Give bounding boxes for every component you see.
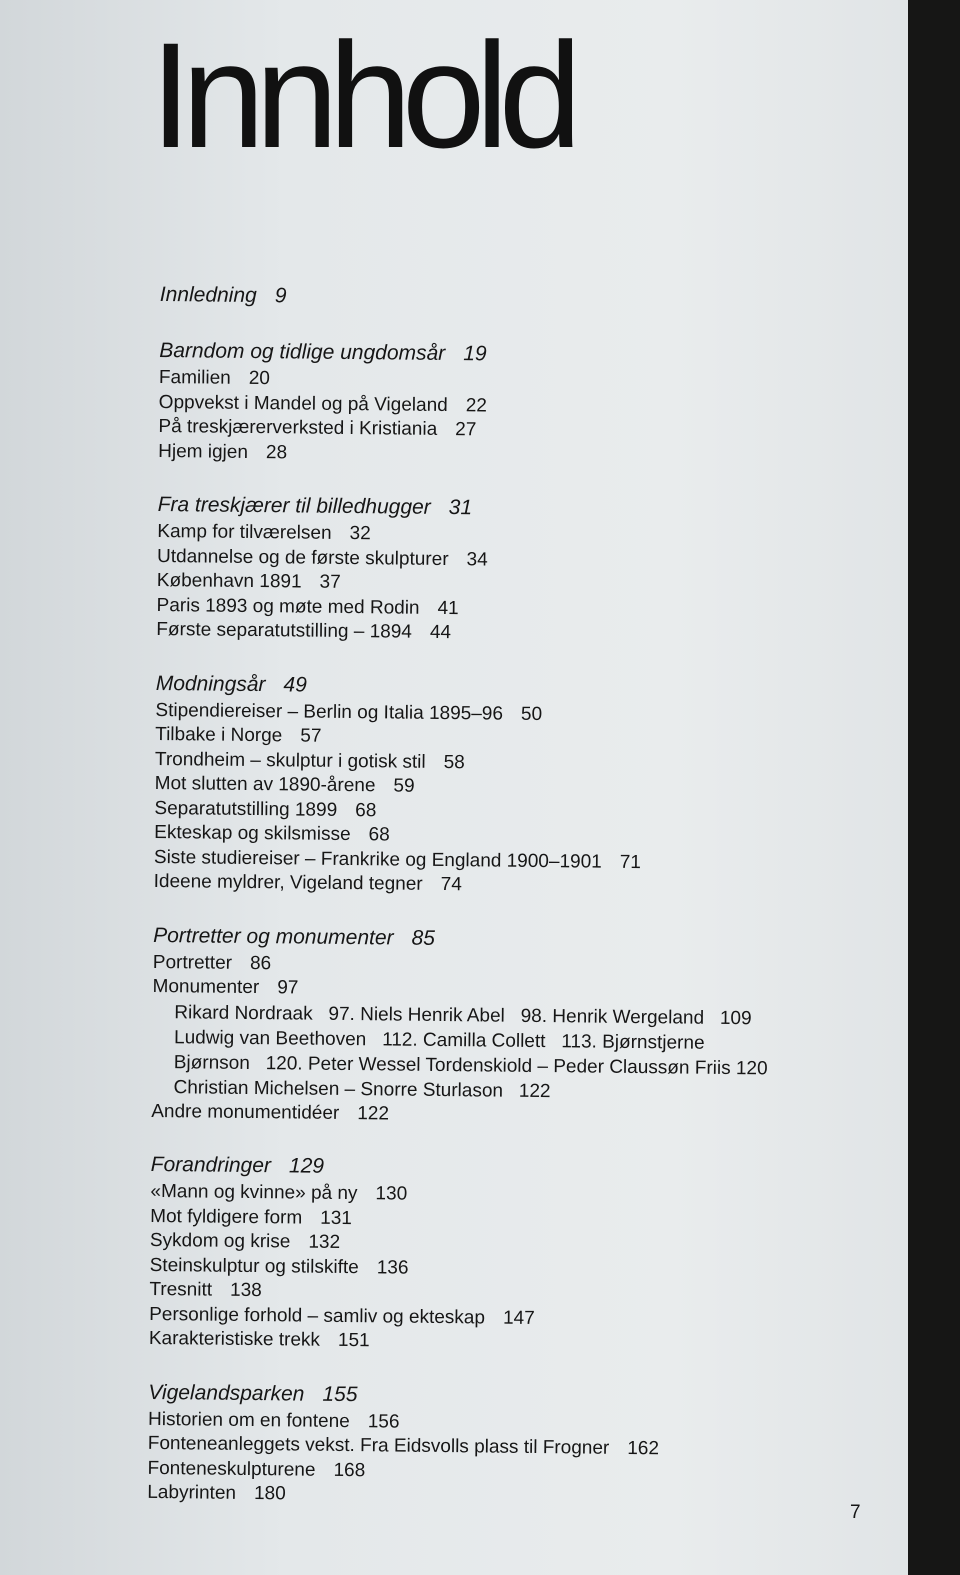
entry-title: Labyrinten bbox=[147, 1481, 237, 1504]
section-page-number: 9 bbox=[274, 284, 287, 308]
entry-title: Paris 1893 og møte med Rodin bbox=[156, 594, 420, 619]
section-title: Forandringer bbox=[150, 1152, 272, 1178]
entry-title: Familien bbox=[158, 366, 231, 389]
toc-section-innledning bbox=[160, 280, 860, 317]
section-title: Modningsår bbox=[155, 671, 266, 696]
entry-title: Andre monumentidéer bbox=[151, 1100, 340, 1124]
entry-title: Fonteneskulpturene bbox=[147, 1457, 316, 1481]
entry-title: Kamp for tilværelsen bbox=[157, 520, 332, 544]
entry-page-number: 74 bbox=[440, 873, 462, 896]
entry-page-number: 132 bbox=[308, 1231, 341, 1253]
table-of-contents bbox=[147, 280, 860, 1539]
entry-page-number: 22 bbox=[465, 394, 488, 416]
entry-title: Sykdom og krise bbox=[149, 1229, 291, 1253]
section-page-number: 85 bbox=[411, 926, 436, 950]
entry-page-number: 122 bbox=[357, 1102, 390, 1124]
section-title: Vigelandsparken bbox=[148, 1380, 305, 1406]
entry-page-number: 27 bbox=[455, 419, 477, 441]
entry-page-number: 130 bbox=[375, 1183, 408, 1205]
entry-page-number: 136 bbox=[376, 1256, 409, 1279]
entry-page-number: 131 bbox=[320, 1207, 353, 1229]
entry-page-number: 151 bbox=[337, 1329, 370, 1352]
entry-title: Tilbake i Norge bbox=[155, 723, 283, 747]
entry-page-number: 68 bbox=[355, 799, 377, 821]
entry-page-number: 147 bbox=[502, 1307, 535, 1329]
entry-title: Utdannelse og de første skulpturer bbox=[156, 545, 449, 570]
entry-title: Oppvekst i Mandel og på Vigeland bbox=[158, 391, 448, 416]
entry-title: Fonteneanleggets vekst. Fra Eidsvolls plass til Frogner bbox=[147, 1432, 610, 1459]
entry-title: Mot fyldigere form bbox=[150, 1205, 303, 1229]
section-title: Innledning bbox=[159, 282, 257, 308]
book-spine-edge bbox=[908, 0, 960, 1575]
section-page-number: 129 bbox=[288, 1154, 325, 1178]
entry-title: Ekteskap og skilsmisse bbox=[154, 821, 351, 846]
section-title: Barndom og tidlige ungdomsår bbox=[159, 338, 446, 365]
entry-title: København 1891 bbox=[156, 569, 302, 593]
entry-title: Hjem igjen bbox=[158, 440, 249, 463]
toc-section-forandringer bbox=[149, 1150, 851, 1359]
entry-title: Monumenter bbox=[152, 975, 260, 999]
section-title: Portretter og monumenter bbox=[153, 923, 394, 949]
entry-page-number: 168 bbox=[333, 1459, 366, 1481]
section-page-number: 19 bbox=[463, 342, 487, 366]
section-page-number: 31 bbox=[448, 496, 473, 520]
entry-page-number: 162 bbox=[627, 1437, 660, 1460]
section-title: Fra treskjærer til billedhugger bbox=[157, 492, 431, 519]
toc-section-portretter bbox=[151, 920, 853, 1131]
entry-page-number: 97 bbox=[277, 977, 299, 999]
entry-title: Trondheim – skulptur i gotisk stil bbox=[154, 748, 426, 773]
page-number: 7 bbox=[850, 1502, 861, 1523]
entry-page-number: 156 bbox=[367, 1410, 400, 1433]
entry-title: Personlige forhold – samliv og ekteskap bbox=[149, 1303, 486, 1328]
entry-title: Karakteristiske trekk bbox=[148, 1327, 321, 1351]
entry-page-number: 41 bbox=[437, 597, 459, 619]
toc-section-vigelandsparken bbox=[147, 1377, 848, 1512]
entry-page-number: 58 bbox=[443, 751, 465, 773]
entry-page-number: 20 bbox=[248, 367, 271, 390]
entry-title: Historien om en fontene bbox=[147, 1408, 350, 1432]
toc-section-modningsar bbox=[154, 668, 856, 901]
monument-line: Ludwig van Beethoven 112. Camilla Collett 113. Bjørnstjerne bbox=[173, 1026, 705, 1054]
page-title: Innhold bbox=[150, 11, 573, 179]
entry-page-number: 44 bbox=[429, 621, 452, 644]
entry-title: Mot slutten av 1890-årene bbox=[154, 772, 376, 797]
entry-title: Tresnitt bbox=[149, 1278, 213, 1301]
monument-line: Christian Michelsen – Snorre Sturlason 122 bbox=[173, 1076, 551, 1102]
entry-page-number: 50 bbox=[520, 703, 543, 725]
monument-line: Bjørnson 120. Peter Wessel Tordenskiold – Peder Claussøn Friis 120 bbox=[173, 1051, 768, 1079]
entry-title: «Mann og kvinne» på ny bbox=[150, 1180, 358, 1205]
entry-page-number: 57 bbox=[300, 725, 322, 747]
toc-section-barndom bbox=[158, 336, 859, 471]
entry-title: Separatutstilling 1899 bbox=[154, 797, 338, 821]
entry-page-number: 28 bbox=[265, 441, 288, 463]
monument-list bbox=[151, 999, 852, 1106]
entry-page-number: 138 bbox=[229, 1279, 262, 1302]
section-heading bbox=[160, 280, 860, 317]
entry-title: Siste studiereiser – Frankrike og England 1900–1901 bbox=[153, 846, 602, 873]
section-page-number: 49 bbox=[283, 672, 307, 697]
monument-line: Rikard Nordraak 97. Niels Henrik Abel 98. Henrik Wergeland 109 bbox=[174, 1001, 752, 1029]
entry-page-number: 59 bbox=[393, 775, 415, 797]
section-page-number: 155 bbox=[322, 1382, 358, 1406]
entry-page-number: 68 bbox=[368, 824, 390, 846]
entry-page-number: 37 bbox=[319, 571, 341, 593]
entry-page-number: 71 bbox=[619, 851, 642, 873]
entry-title: Stipendiereiser – Berlin og Italia 1895–96 bbox=[155, 699, 504, 725]
entry-page-number: 180 bbox=[253, 1483, 286, 1505]
entry-page-number: 32 bbox=[349, 522, 371, 545]
entry-page-number: 86 bbox=[249, 952, 272, 974]
entry-title: På treskjærerverksted i Kristiania bbox=[158, 415, 438, 440]
entry-title: Steinskulptur og stilskifte bbox=[149, 1254, 359, 1278]
entry-title: Første separatutstilling – 1894 bbox=[156, 618, 413, 643]
entry-title: Portretter bbox=[152, 951, 233, 974]
entry-title: Ideene myldrer, Vigeland tegner bbox=[153, 870, 423, 895]
toc-section-treskjaerer bbox=[156, 490, 858, 650]
entry-page-number: 34 bbox=[466, 548, 488, 570]
